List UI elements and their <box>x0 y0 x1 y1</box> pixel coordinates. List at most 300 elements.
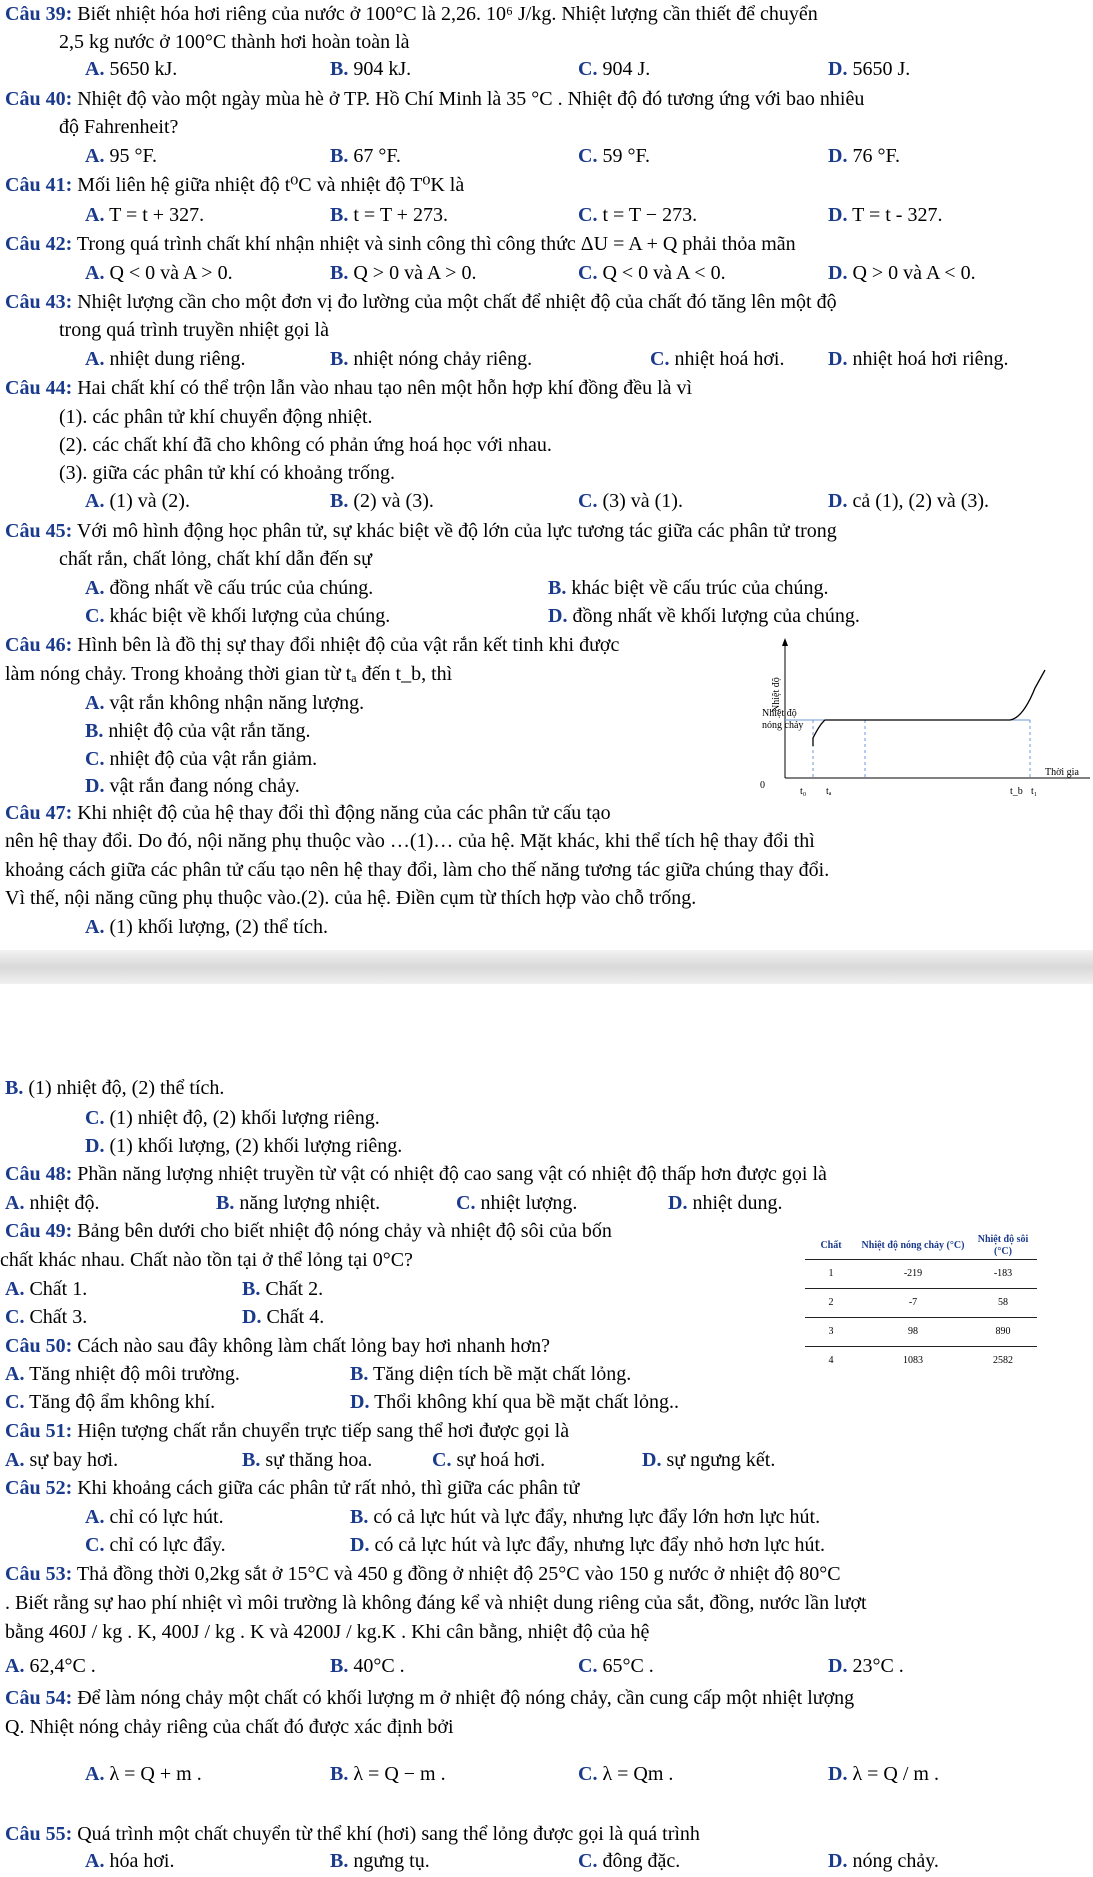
option-letter: C. <box>85 748 105 770</box>
question-text: Vì thế, nội năng cũng phụ thuộc vào.(2). của hệ. Điền cụm từ thích hợp vào chỗ trống. <box>5 887 697 909</box>
option-text: 62,4°C . <box>29 1655 96 1677</box>
option-letter: A. <box>5 1278 25 1300</box>
text-line <box>5 662 452 686</box>
option-text: ngưng tụ. <box>353 1850 430 1872</box>
option-letter: C. <box>578 1850 598 1872</box>
option-text: Q > 0 và A > 0. <box>353 262 477 284</box>
table-header: Chất <box>805 1233 857 1260</box>
answer-option <box>5 1191 99 1215</box>
option-text: cả (1), (2) và (3). <box>852 490 990 512</box>
option-letter: C. <box>5 1306 25 1328</box>
option-text: 95 °F. <box>109 145 157 167</box>
question-text: Hai chất khí có thể trộn lẫn vào nhau tạo nên một hỗn hợp khí đồng đều là vì <box>77 377 693 399</box>
question-text: Quá trình một chất chuyển từ thể khí (hơi) sang thể lỏng được gọi là quá trình <box>77 1823 700 1845</box>
answer-option <box>85 604 390 628</box>
question-text: Trong quá trình chất khí nhận nhiệt và sinh công thì công thức ΔU = A + Q phải thỏa mãn <box>76 233 796 255</box>
option-text: λ = Qm . <box>602 1763 674 1785</box>
text-line <box>59 433 552 457</box>
question-text: chất rắn, chất lỏng, chất khí dẫn đến sự <box>59 548 372 570</box>
answer-option <box>330 1762 446 1786</box>
option-letter: C. <box>5 1391 25 1413</box>
answer-option <box>242 1305 324 1329</box>
question-text: bằng 460J / kg . K, 400J / kg . K và 4200J / kg.K . Khi cân bằng, nhiệt độ của hệ <box>5 1621 650 1643</box>
option-letter: A. <box>85 348 105 370</box>
question-number: Câu 45: <box>5 520 73 542</box>
answer-option <box>578 489 683 513</box>
answer-option <box>456 1191 577 1215</box>
option-letter: C. <box>578 204 598 226</box>
answer-option <box>5 1076 224 1100</box>
answer-option <box>578 1762 673 1786</box>
option-text: 5650 J. <box>852 58 911 80</box>
answer-option <box>85 915 328 939</box>
option-letter: B. <box>5 1077 24 1099</box>
option-text: 67 °F. <box>353 145 401 167</box>
question-text: Hiện tượng chất rắn chuyển trực tiếp sang thể hơi được gọi là <box>77 1420 570 1442</box>
option-letter: D. <box>828 1655 848 1677</box>
question-text: (2). các chất khí đã cho không có phản ứng hoá học với nhau. <box>59 434 552 456</box>
answer-option <box>5 1362 240 1386</box>
option-text: Q < 0 và A > 0. <box>109 262 233 284</box>
t1-label: t₁ <box>1031 786 1038 797</box>
option-letter: B. <box>330 1763 349 1785</box>
option-text: (1) khối lượng, (2) thể tích. <box>109 916 329 938</box>
question-text: . Biết rằng sự hao phí nhiệt vì môi trường là không đáng kể và nhiệt dung riêng của sắt, đồng, nước lần lượt <box>5 1592 867 1614</box>
option-text: sự thăng hoa. <box>265 1449 373 1471</box>
answer-option <box>330 144 401 168</box>
option-text: nhiệt hoá hơi. <box>674 348 785 370</box>
answer-option <box>828 57 910 81</box>
option-letter: D. <box>828 490 848 512</box>
option-letter: A. <box>85 577 105 599</box>
option-letter: B. <box>242 1278 261 1300</box>
option-text: nhiệt nóng chảy riêng. <box>353 348 533 370</box>
option-text: t = T + 273. <box>353 204 448 226</box>
option-letter: A. <box>85 1763 105 1785</box>
option-letter: C. <box>650 348 670 370</box>
option-text: Q < 0 và A < 0. <box>602 262 726 284</box>
option-letter: B. <box>330 348 349 370</box>
answer-option <box>650 347 784 371</box>
question-number: Câu 47: <box>5 802 73 824</box>
option-text: đồng nhất về cấu trúc của chúng. <box>109 577 374 599</box>
option-text: 904 kJ. <box>353 58 412 80</box>
option-letter: B. <box>350 1363 369 1385</box>
option-text: (1) nhiệt độ, (2) khối lượng riêng. <box>109 1107 380 1129</box>
option-text: có cả lực hút và lực đẩy, nhưng lực đẩy lớn hơn lực hút. <box>373 1506 821 1528</box>
answer-option <box>828 203 942 227</box>
answer-option <box>350 1362 631 1386</box>
question-number: Câu 49: <box>5 1220 73 1242</box>
option-text: Chất 3. <box>29 1306 88 1328</box>
answer-option <box>85 1505 224 1529</box>
option-text: 23°C . <box>852 1655 904 1677</box>
option-letter: B. <box>85 720 104 742</box>
question-text: nên hệ thay đổi. Do đó, nội năng phụ thuộc vào …(1)… của hệ. Mặt khác, khi thể tích hệ thay đổi thì <box>5 830 815 852</box>
option-letter: C. <box>578 145 598 167</box>
text-line <box>5 886 696 910</box>
question-line <box>5 1419 569 1443</box>
option-text: Chất 1. <box>29 1278 88 1300</box>
option-text: đông đặc. <box>602 1850 681 1872</box>
question-number: Câu 44: <box>5 377 73 399</box>
question-line <box>5 1162 827 1186</box>
option-text: nhiệt hoá hơi riêng. <box>852 348 1009 370</box>
table-row: 2 -7 58 <box>805 1289 1037 1318</box>
option-letter: B. <box>330 58 349 80</box>
question-number: Câu 48: <box>5 1163 73 1185</box>
option-text: sự ngưng kết. <box>666 1449 776 1471</box>
option-text: (1) nhiệt độ, (2) thể tích. <box>28 1077 225 1099</box>
text-line <box>5 858 829 882</box>
question-line <box>5 173 464 197</box>
question-number: Câu 55: <box>5 1823 73 1845</box>
option-letter: B. <box>548 577 567 599</box>
option-text: λ = Q + m . <box>109 1763 202 1785</box>
question-text: Với mô hình động học phân tử, sự khác biệt về độ lớn của lực tương tác giữa các phân tử trong <box>76 520 837 542</box>
question-line <box>5 1686 854 1710</box>
option-letter: D. <box>350 1534 370 1556</box>
option-text: nhiệt độ. <box>29 1192 100 1214</box>
page-divider <box>0 950 1093 984</box>
option-letter: C. <box>432 1449 452 1471</box>
answer-option <box>330 261 476 285</box>
question-line <box>5 1562 841 1586</box>
answer-option <box>5 1448 118 1472</box>
option-text: nhiệt dung riêng. <box>109 348 246 370</box>
option-text: 40°C . <box>353 1655 405 1677</box>
question-number: Câu 39: <box>5 3 73 25</box>
option-text: (3) và (1). <box>602 490 683 512</box>
question-number: Câu 41: <box>5 174 73 196</box>
answer-option <box>548 604 860 628</box>
option-text: 59 °F. <box>602 145 650 167</box>
option-letter: D. <box>828 58 848 80</box>
question-text: Khi khoảng cách giữa các phân tử rất nhỏ, thì giữa các phân tử <box>77 1477 580 1499</box>
question-text: làm nóng chảy. Trong khoảng thời gian từ tₐ đến t_b, thì <box>5 663 453 685</box>
text-line <box>5 1591 867 1615</box>
question-text: Phần năng lượng nhiệt truyền từ vật có nhiệt độ cao sang vật có nhiệt độ thấp hơn được gọi là <box>77 1163 827 1185</box>
question-text: (1). các phân tử khí chuyển động nhiệt. <box>59 406 373 428</box>
melting-label-2: nóng chảy <box>762 720 804 731</box>
answer-option <box>828 1654 904 1678</box>
text-line <box>59 461 395 485</box>
question-text: trong quá trình truyền nhiệt gọi là <box>59 319 329 341</box>
answer-option <box>578 261 726 285</box>
option-text: Tăng diện tích bề mặt chất lỏng. <box>372 1363 632 1385</box>
answer-option <box>642 1448 775 1472</box>
question-text: 2,5 kg nước ở 100°C thành hơi hoàn toàn là <box>59 31 410 53</box>
text-line <box>59 115 178 139</box>
option-letter: C. <box>578 490 598 512</box>
answer-option <box>5 1390 215 1414</box>
answer-option <box>828 489 989 513</box>
option-letter: D. <box>548 605 568 627</box>
option-letter: D. <box>668 1192 688 1214</box>
table-header: Nhiệt độ sôi (°C) <box>969 1233 1037 1260</box>
option-text: Tăng nhiệt độ môi trường. <box>29 1363 240 1385</box>
ta-label: tₐ <box>826 786 832 797</box>
question-text: (3). giữa các phân tử khí có khoảng trống. <box>59 462 396 484</box>
question-text: Bảng bên dưới cho biết nhiệt độ nóng chảy và nhiệt độ sôi của bốn <box>77 1220 612 1242</box>
heating-curve <box>813 670 1045 746</box>
question-text: Biết nhiệt hóa hơi riêng của nước ở 100°C là 2,26. 10⁶ J/kg. Nhiệt lượng cần thiết để chuyển <box>77 3 818 25</box>
option-text: λ = Q / m . <box>852 1763 939 1785</box>
option-text: 5650 kJ. <box>109 58 178 80</box>
option-letter: C. <box>456 1192 476 1214</box>
tb-label: t_b <box>1010 786 1023 797</box>
table-header: Nhiệt độ nóng chảy (°C) <box>857 1233 969 1260</box>
question-text: Nhiệt lượng cần cho một đơn vị đo lường của một chất để nhiệt độ của chất đó tăng lên một độ <box>77 291 837 313</box>
answer-option <box>5 1654 96 1678</box>
question-text: Q. Nhiệt nóng chảy riêng của chất đó được xác định bởi <box>5 1716 454 1738</box>
answer-option <box>85 774 300 798</box>
table-row: 4 1083 2582 <box>805 1347 1037 1376</box>
option-text: Tăng độ ẩm không khí. <box>29 1391 216 1413</box>
option-letter: B. <box>350 1506 369 1528</box>
option-letter: B. <box>330 490 349 512</box>
text-line <box>0 1248 413 1272</box>
option-text: chỉ có lực hút. <box>109 1506 224 1528</box>
answer-option <box>242 1448 372 1472</box>
option-text: nóng chảy. <box>852 1850 939 1872</box>
option-letter: C. <box>578 1655 598 1677</box>
answer-option <box>242 1277 323 1301</box>
x-axis-label: Thời gia <box>1045 767 1079 778</box>
option-letter: A. <box>5 1655 25 1677</box>
question-line <box>5 2 818 26</box>
origin-label: 0 <box>760 780 765 791</box>
answer-option <box>350 1505 820 1529</box>
option-text: hóa hơi. <box>109 1850 175 1872</box>
answer-option <box>828 347 1009 371</box>
option-text: Q > 0 và A < 0. <box>852 262 976 284</box>
option-letter: B. <box>216 1192 235 1214</box>
option-letter: A. <box>85 916 105 938</box>
option-text: khác biệt về khối lượng của chúng. <box>109 605 391 627</box>
question-text: Thả đồng thời 0,2kg sắt ở 15°C và 450 g đồng ở nhiệt độ 25°C vào 150 g nước ở nhiệt độ 80°C <box>76 1563 841 1585</box>
question-text: Mối liên hệ giữa nhiệt độ t⁰C và nhiệt độ T⁰K là <box>77 174 465 196</box>
question-line <box>5 87 864 111</box>
option-text: (2) và (3). <box>353 490 434 512</box>
answer-option <box>216 1191 380 1215</box>
text-line <box>5 1715 454 1739</box>
text-line <box>5 1620 649 1644</box>
question-text: Hình bên là đồ thị sự thay đổi nhiệt độ của vật rắn kết tinh khi được <box>77 634 620 656</box>
option-letter: A. <box>85 58 105 80</box>
question-line <box>5 633 619 657</box>
answer-option <box>828 1762 939 1786</box>
option-text: t = T − 273. <box>602 204 698 226</box>
option-letter: B. <box>330 1655 349 1677</box>
option-letter: C. <box>85 1107 105 1129</box>
option-letter: A. <box>5 1449 25 1471</box>
option-text: Thổi không khí qua bề mặt chất lỏng.. <box>374 1391 680 1413</box>
answer-option <box>85 1134 402 1158</box>
answer-option <box>578 1654 654 1678</box>
question-number: Câu 46: <box>5 634 73 656</box>
option-text: vật rắn đang nóng chảy. <box>109 775 300 797</box>
option-text: đồng nhất về khối lượng của chúng. <box>572 605 860 627</box>
y-axis-label: Nhiệt độ <box>771 677 782 712</box>
answer-option <box>85 719 311 743</box>
option-text: Chất 2. <box>265 1278 324 1300</box>
answer-option <box>828 261 976 285</box>
answer-option <box>828 1849 939 1873</box>
temperature-time-graph <box>755 628 1093 800</box>
question-number: Câu 43: <box>5 291 73 313</box>
answer-option <box>432 1448 545 1472</box>
option-text: nhiệt độ của vật rắn tăng. <box>108 720 311 742</box>
option-letter: D. <box>828 1763 848 1785</box>
answer-option <box>85 261 233 285</box>
answer-option <box>350 1533 825 1557</box>
option-letter: C. <box>578 262 598 284</box>
option-letter: B. <box>330 145 349 167</box>
option-letter: C. <box>85 605 105 627</box>
question-number: Câu 40: <box>5 88 73 110</box>
option-text: 65°C . <box>602 1655 654 1677</box>
question-number: Câu 52: <box>5 1477 73 1499</box>
option-text: năng lượng nhiệt. <box>239 1192 381 1214</box>
option-letter: A. <box>85 1850 105 1872</box>
answer-option <box>578 57 650 81</box>
option-letter: A. <box>5 1363 25 1385</box>
answer-option <box>85 576 373 600</box>
question-number: Câu 53: <box>5 1563 73 1585</box>
answer-option <box>85 203 204 227</box>
answer-option <box>828 144 900 168</box>
answer-option <box>668 1191 782 1215</box>
option-text: T = t - 327. <box>852 204 943 226</box>
option-text: nhiệt dung. <box>692 1192 783 1214</box>
option-letter: D. <box>828 1850 848 1872</box>
answer-option <box>85 57 177 81</box>
option-text: khác biệt về cấu trúc của chúng. <box>571 577 829 599</box>
option-letter: B. <box>242 1449 261 1471</box>
answer-option <box>85 489 190 513</box>
answer-option <box>85 691 364 715</box>
answer-option <box>330 347 532 371</box>
option-text: nhiệt độ của vật rắn giảm. <box>109 748 318 770</box>
option-letter: A. <box>5 1192 25 1214</box>
answer-option <box>5 1277 87 1301</box>
question-line <box>5 232 796 256</box>
text-line <box>59 547 372 571</box>
question-text: Để làm nóng chảy một chất có khối lượng m ở nhiệt độ nóng chảy, cần cung cấp một nhiệt lượng <box>77 1687 855 1709</box>
option-text: λ = Q − m . <box>353 1763 446 1785</box>
question-text: độ Fahrenheit? <box>59 116 179 138</box>
text-line <box>5 829 815 853</box>
question-text: Khi nhiệt độ của hệ thay đổi thì động năng của các phân tử cấu tạo <box>77 802 611 824</box>
option-letter: A. <box>85 204 105 226</box>
option-letter: A. <box>85 1506 105 1528</box>
answer-option <box>85 1106 380 1130</box>
question-line <box>5 801 611 825</box>
option-letter: C. <box>85 1534 105 1556</box>
option-letter: D. <box>828 262 848 284</box>
question-number: Câu 50: <box>5 1335 73 1357</box>
answer-option <box>85 747 317 771</box>
answer-option <box>578 144 650 168</box>
option-letter: D. <box>828 145 848 167</box>
option-letter: D. <box>642 1449 662 1471</box>
question-line <box>5 290 837 314</box>
answer-option <box>330 57 411 81</box>
substance-table <box>805 1233 1037 1375</box>
option-letter: C. <box>578 58 598 80</box>
answer-option <box>350 1390 679 1414</box>
option-text: chỉ có lực đẩy. <box>109 1534 226 1556</box>
question-line <box>5 1334 550 1358</box>
question-text: khoảng cách giữa các phân tử cấu tạo nên hệ thay đổi, làm cho thế năng tương tác giữa chúng thay đổi. <box>5 859 830 881</box>
option-letter: D. <box>242 1306 262 1328</box>
option-letter: B. <box>330 262 349 284</box>
option-text: 904 J. <box>602 58 651 80</box>
question-text: Nhiệt độ vào một ngày mùa hè ở TP. Hồ Chí Minh là 35 °C . Nhiệt độ đó tương ứng với bao nhiêu <box>77 88 865 110</box>
option-text: có cả lực hút và lực đẩy, nhưng lực đẩy nhỏ hơn lực hút. <box>374 1534 826 1556</box>
option-letter: D. <box>350 1391 370 1413</box>
option-letter: A. <box>85 692 105 714</box>
option-text: Chất 4. <box>266 1306 325 1328</box>
question-line <box>5 1476 579 1500</box>
answer-option <box>330 1849 430 1873</box>
question-number: Câu 42: <box>5 233 73 255</box>
answer-option <box>85 347 246 371</box>
answer-option <box>5 1305 87 1329</box>
table-row: 1 -219 -183 <box>805 1260 1037 1289</box>
answer-option <box>85 144 157 168</box>
question-line <box>5 376 692 400</box>
question-number: Câu 54: <box>5 1687 73 1709</box>
option-letter: C. <box>578 1763 598 1785</box>
option-letter: A. <box>85 145 105 167</box>
answer-option <box>85 1533 226 1557</box>
option-text: 76 °F. <box>852 145 900 167</box>
t0-label: t₀ <box>800 786 807 797</box>
option-letter: B. <box>330 1850 349 1872</box>
table-row: 3 98 890 <box>805 1318 1037 1347</box>
question-line <box>5 519 837 543</box>
answer-option <box>85 1849 174 1873</box>
option-text: (1) và (2). <box>109 490 190 512</box>
text-line <box>59 30 410 54</box>
answer-option <box>85 1762 202 1786</box>
option-letter: D. <box>828 348 848 370</box>
text-line <box>59 405 373 429</box>
question-line <box>5 1822 700 1846</box>
answer-option <box>330 489 434 513</box>
question-number: Câu 51: <box>5 1420 73 1442</box>
option-letter: A. <box>85 262 105 284</box>
option-letter: B. <box>330 204 349 226</box>
option-text: nhiệt lượng. <box>480 1192 578 1214</box>
answer-option <box>578 1849 680 1873</box>
question-text: Cách nào sau đây không làm chất lỏng bay hơi nhanh hơn? <box>77 1335 550 1357</box>
melting-label-1: Nhiệt độ <box>762 708 797 719</box>
option-letter: A. <box>85 490 105 512</box>
option-text: sự bay hơi. <box>29 1449 119 1471</box>
answer-option <box>578 203 697 227</box>
answer-option <box>330 1654 405 1678</box>
option-letter: D. <box>85 775 105 797</box>
option-letter: D. <box>85 1135 105 1157</box>
answer-option <box>330 203 448 227</box>
option-text: (1) khối lượng, (2) khối lượng riêng. <box>109 1135 403 1157</box>
option-text: vật rắn không nhận năng lượng. <box>109 692 365 714</box>
text-line <box>59 318 329 342</box>
option-text: sự hoá hơi. <box>456 1449 546 1471</box>
